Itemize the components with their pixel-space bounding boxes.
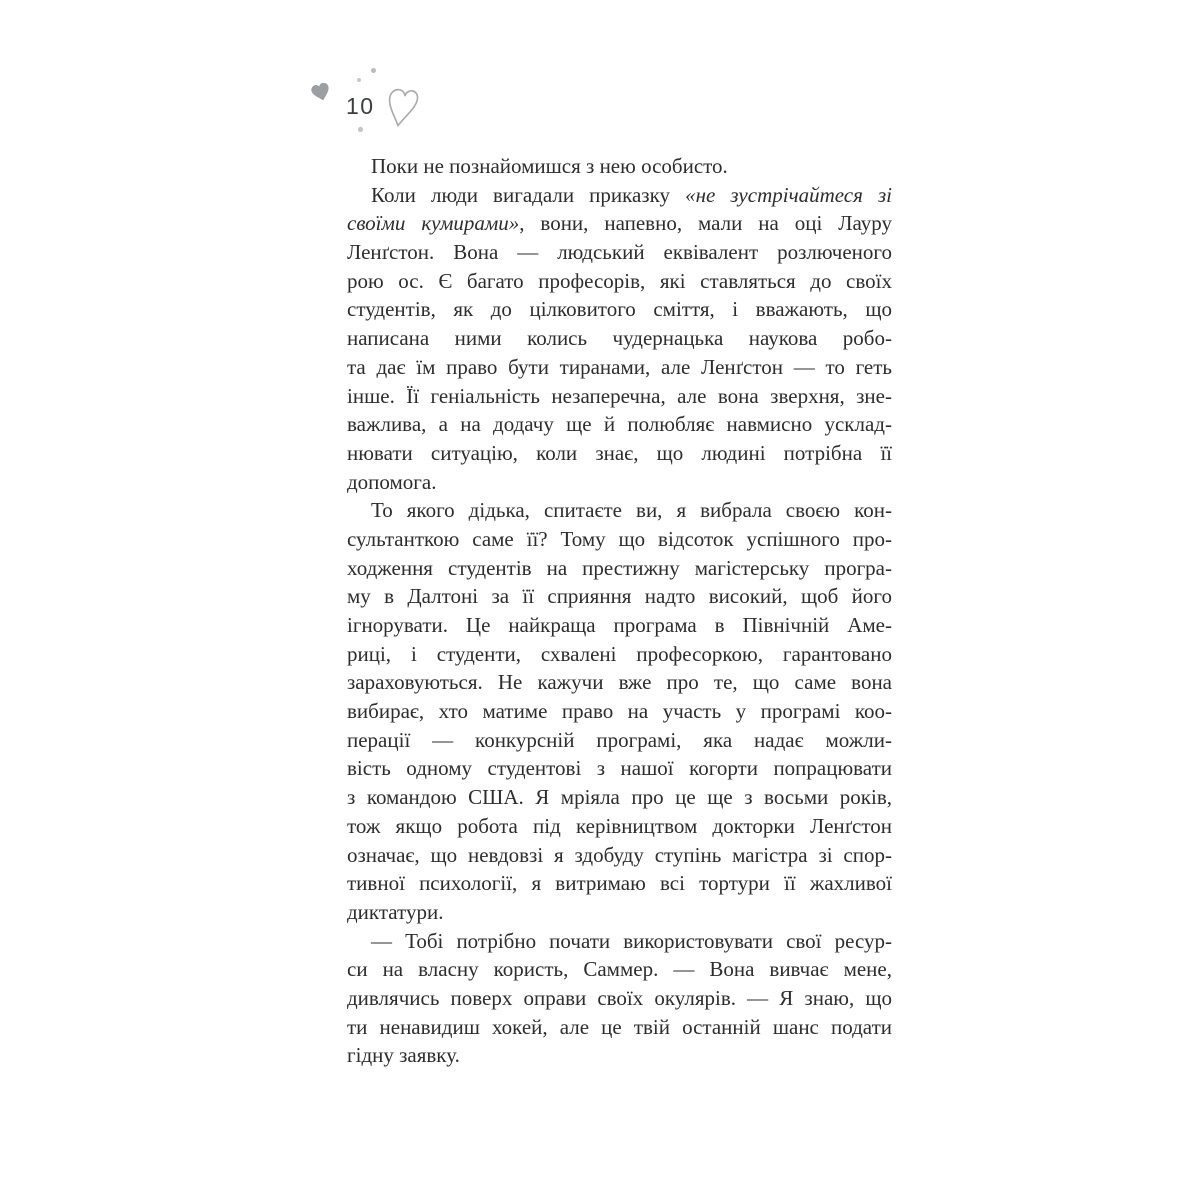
regular-text: ігнорувати. Це найкраща програма в Північній Аме- [347,613,892,637]
regular-text: — Тобі потрібно почати використовувати свої ресур- [371,928,892,953]
outline-heart-icon [384,86,420,130]
text-line [347,898,892,927]
regular-text: То якого дідька, спитаєте ви, я вибрала своєю кон- [371,498,892,523]
regular-text: означає, що невдовзі я здобуду ступінь магістра зі спор- [347,842,892,867]
italic-text: «не зустрічайтеся зі [685,182,892,207]
regular-text: тож якщо робота під керівництвом докторки Ленґстон [347,813,892,838]
regular-text: ходження студентів на престижну магістерську програ- [347,555,892,580]
regular-text: та дає їм право бути тиранами, але Ленґстон — то геть [347,354,892,379]
text-line [347,955,892,984]
regular-text: написана ними колись чудернацька наукова робо- [347,326,892,351]
text-line [347,267,892,296]
text-line [347,353,892,382]
text-line [347,295,892,324]
regular-text: риці, і студенти, схвалені професоркою, гарантовано [347,641,892,666]
text-line [347,1041,892,1070]
regular-text: Ленґстон. Вона — людський еквівалент розлюченого [347,240,892,265]
text-line [347,468,892,497]
regular-text: ти ненавидиш хокей, але це твій останній шанс подати [347,1014,892,1039]
text-line [347,554,892,583]
text-line [347,324,892,353]
text-line [347,984,892,1013]
regular-text: Поки не познайомишся з нею особисто. [371,154,728,178]
regular-text: вибирає, хто матиме право на участь у програмі коо- [347,699,892,724]
text-line [347,726,892,755]
text-line [347,238,892,267]
text-line [347,668,892,697]
text-line [347,841,892,870]
text-line [347,382,892,411]
regular-text: перації — конкурсній програмі, яка надає можли- [347,727,892,752]
text-line [347,181,892,210]
text-line [347,783,892,812]
regular-text: студентів, як до цілковитого сміття, і вважають, що [347,297,892,322]
text-line [347,410,892,439]
text-line [347,496,892,525]
filled-heart-icon [309,81,333,105]
italic-text: своїми кумирами» [347,211,520,236]
text-line [347,611,892,640]
regular-text: диктатури. [347,899,444,924]
text-line [347,582,892,611]
regular-text: рою ос. Є багато професорів, які ставляться до своїх [347,268,892,293]
regular-text: Коли люди вигадали приказку [371,182,686,207]
text-line [347,869,892,898]
regular-text: з командою США. Я мріяла про це ще з восьми років, [347,785,892,810]
text-line [347,1013,892,1042]
text-line [347,525,892,554]
regular-text: допомога. [347,469,437,494]
dot-decoration [357,78,361,82]
dot-decoration [371,68,376,73]
regular-text: зараховуються. Не кажучи вже про те, що саме вона [347,670,892,695]
text-line [347,812,892,841]
regular-text: му в Далтоні за її сприяння надто високий, щоб його [347,584,892,609]
regular-text: сультанткою саме її? Тому що відсоток успішного про- [347,526,892,551]
body-text [347,152,892,1070]
text-line [347,152,892,181]
page-number: 10 [346,93,375,119]
regular-text: тивної психології, я витримаю всі тортури її жахливої [347,871,892,896]
regular-text: важлива, а на додачу ще й полюбляє навмисно усклад- [347,412,892,437]
text-line [347,697,892,726]
text-line [347,640,892,669]
regular-text: дивлячись поверх оправи своїх окулярів. — Я знаю, що [347,985,892,1010]
text-line [347,927,892,956]
text-line [347,754,892,783]
text-line [347,209,892,238]
regular-text: , вони, напевно, мали на оці Лауру [519,211,892,236]
regular-text: нювати ситуацію, коли знає, що людині потрібна її [347,440,892,465]
regular-text: си на власну користь, Саммер. — Вона вивчає мене, [347,957,892,982]
regular-text: інше. Її геніальність незаперечна, але вона зверхня, зне- [347,383,892,408]
text-line [347,439,892,468]
dot-decoration [358,127,363,132]
regular-text: гідну заявку. [347,1043,460,1068]
regular-text: вість одному студентові з нашої когорти попрацювати [347,756,892,781]
